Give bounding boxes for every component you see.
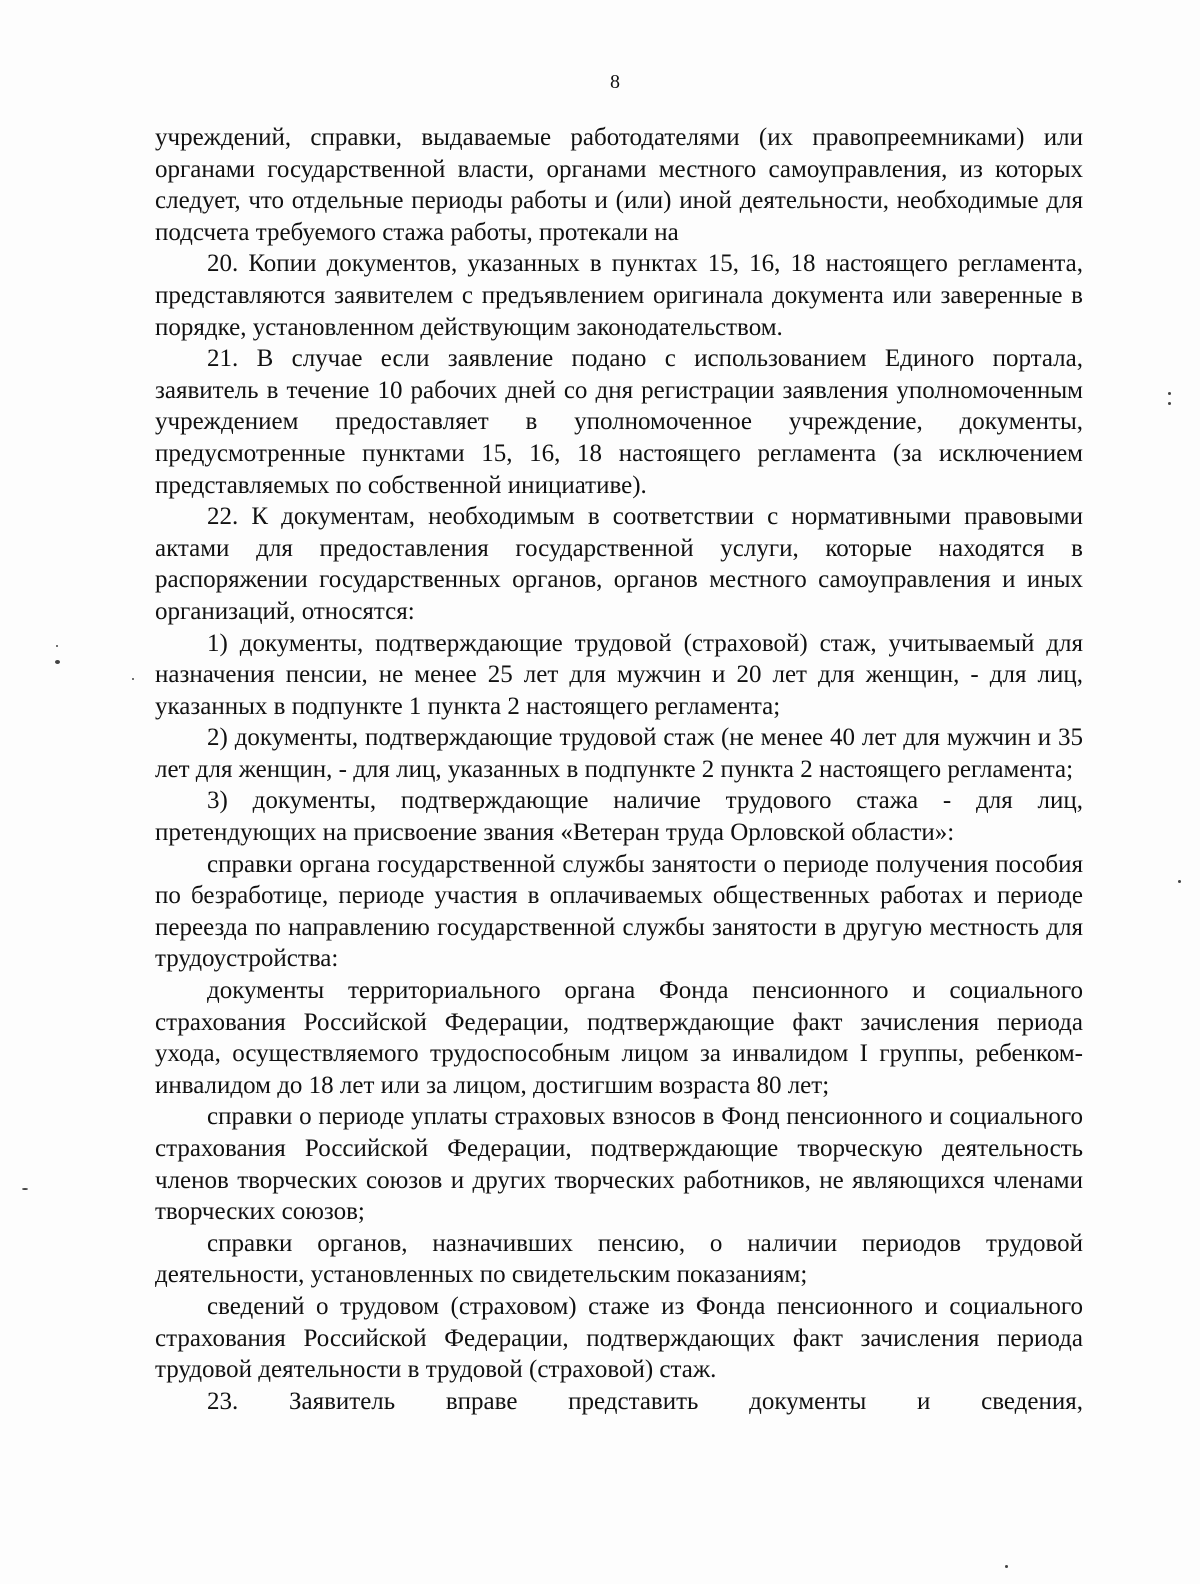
scan-speck bbox=[22, 1188, 28, 1190]
paragraph-22-item-3: 3) документы, подтверждающие наличие трудового стажа - для лиц, претендующих на присвоение звания «Ветеран труда Орловской области»: bbox=[155, 787, 1083, 847]
paragraph-insurance-contributions: справки о периоде уплаты страховых взносов в Фонд пенсионного и социального страхования Российской Федерации, подтверждающие творческую деятельность членов творческих союзов и других творческих работников, не являющихся членами творческих союзов; bbox=[155, 1103, 1083, 1226]
paragraph-22: 22. К документам, необходимым в соответствии с нормативными правовыми актами для предоставления государственной услуги, которые находятся в распоряжении государственных органов, органов местного самоуправления и иных организаций, относятся: bbox=[155, 503, 1083, 625]
scan-speck bbox=[132, 678, 134, 680]
paragraph-continuation: учреждений, справки, выдаваемые работодателями (их правопреемниками) или органами государственной власти, органами местного самоуправления, из которых следует, что отдельные периоды работы и (или) иной деятельности, необходимые для подсчета требуемого стажа работы, протекали на bbox=[155, 124, 1083, 246]
scan-speck bbox=[1178, 880, 1181, 883]
paragraph-employment-service: справки органа государственной службы занятости о периоде получения пособия по безработице, периоде участия в оплачиваемых общественных работах и периоде переезда по направлению государственной службы занятости в другую местность для трудоустройства: bbox=[155, 850, 1083, 973]
paragraph-23: 23. Заявитель вправе представить документы и сведения, bbox=[207, 1387, 1083, 1415]
paragraph-pension-fund-care: документы территориального органа Фонда пенсионного и социального страхования Российской Федерации, подтверждающие факт зачисления периода ухода, осуществляемого трудоспособным лицом за инвалидом I группы, ребенком-инвалидом до 18 лет или за лицом, достигшим возраста 80 лет; bbox=[155, 977, 1083, 1099]
scan-speck bbox=[1168, 402, 1171, 405]
page-number: 8 bbox=[610, 71, 620, 93]
scan-speck bbox=[55, 660, 60, 664]
scan-speck bbox=[56, 645, 58, 647]
paragraph-22-item-2: 2) документы, подтверждающие трудовой стаж (не менее 40 лет для мужчин и 35 лет для женщин, - для лиц, указанных в подпункте 2 пункта 2 настоящего регламента; bbox=[155, 724, 1083, 783]
scan-speck bbox=[1005, 1565, 1008, 1568]
document-body bbox=[155, 122, 1083, 1417]
paragraph-21: 21. В случае если заявление подано с использованием Единого портала, заявитель в течение 10 рабочих дней со дня регистрации заявления уполномоченным учреждением предоставляет в уполномоченное учреждение, документы, предусмотренные пунктами 15, 16, 18 настоящего регламента (за исключением представляемых по собственной инициативе). bbox=[155, 345, 1083, 499]
paragraph-22-item-1: 1) документы, подтверждающие трудовой (страховой) стаж, учитываемый для назначения пенсии, не менее 25 лет для мужчин и 20 лет для женщин, - для лиц, указанных в подпункте 1 пункта 2 настоящего регламента; bbox=[155, 629, 1083, 720]
paragraph-insurance-record: сведений о трудовом (страховом) стаже из Фонда пенсионного и социального страхования Российской Федерации, подтверждающих факт зачисления периода трудовой деятельности в трудовой (страховой) стаж. bbox=[155, 1292, 1083, 1384]
paragraph-pension-authorities: справки органов, назначивших пенсию, о наличии периодов трудовой деятельности, установленных по свидетельским показаниям; bbox=[155, 1229, 1083, 1289]
scan-speck bbox=[1168, 392, 1171, 395]
paragraph-20: 20. Копии документов, указанных в пунктах 15, 16, 18 настоящего регламента, представляются заявителем с предъявлением оригинала документа или заверенные в порядке, установленном действующим законодательством. bbox=[155, 250, 1083, 341]
